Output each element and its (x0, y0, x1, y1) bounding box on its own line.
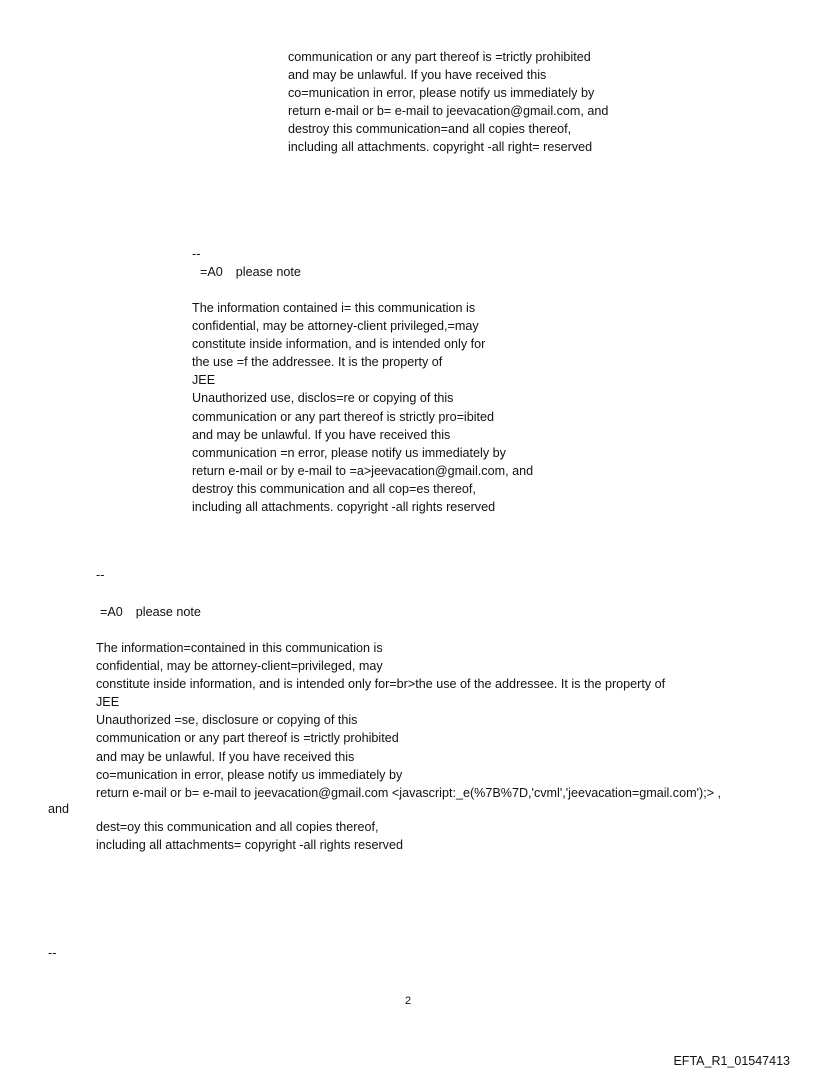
document-id: EFTA_R1_01547413 (673, 1054, 790, 1068)
disclaimer-block-3-end (96, 818, 403, 854)
text-line: constitute inside information, and is intended only for (192, 337, 486, 352)
separator-2: -- (192, 247, 201, 261)
text-line: destroy this communication and all cop=es thereof, (192, 481, 476, 496)
text-line: JEE (96, 695, 120, 710)
disclaimer-block-1 (288, 48, 608, 157)
text-line: The information=contained in this communication is (96, 641, 383, 655)
text-line: The information contained i= this communication is (192, 301, 476, 315)
disclaimer-block-3 (96, 639, 721, 802)
text-line: JEE (192, 373, 216, 388)
text-line: co=munication in error, please notify us immediately by (96, 767, 403, 782)
disclaimer-block-2 (192, 299, 533, 516)
text-line: communication =n error, please notify us immediately by (192, 445, 506, 460)
text-line: co=munication in error, please notify us immediately by (288, 86, 595, 101)
note-heading-2 (200, 263, 301, 281)
text-line: Unauthorized use, disclos=re or copying of this (192, 391, 454, 406)
text-line: return e-mail or b= e-mail to jeevacation@gmail.com, and (288, 104, 609, 119)
wrapped-word: and (48, 802, 70, 816)
text-line: return e-mail or b= e-mail to jeevacation@gmail.com <javascript:_e(%7B%7D,'cvml','jeevacation=gmail.com');> , (96, 785, 722, 800)
text-line: and may be unlawful. If you have received this (96, 749, 355, 764)
text-line: confidential, may be attorney-client privileged,=may (192, 319, 479, 334)
text-line: dest=oy this communication and all copies thereof, (96, 820, 379, 834)
text-line: including all attachments= copyright -all rights reserved (96, 838, 403, 853)
text-line: including all attachments. copyright -all right= reserved (288, 140, 593, 155)
text-line: communication or any part thereof is =trictly prohibited (96, 731, 399, 746)
text-line: including all attachments. copyright -all rights reserved (192, 500, 496, 515)
text-line: confidential, may be attorney-client=privileged, may (96, 659, 383, 674)
note-prefix: =A0 (200, 265, 223, 279)
text-line: communication or any part thereof is =trictly prohibited (288, 50, 591, 64)
text-line: and may be unlawful. If you have received this (192, 427, 451, 442)
text-line: constitute inside information, and is intended only for=br>the use of the addressee. It is the property of (96, 677, 666, 692)
page-number: 2 (404, 995, 412, 1007)
text-line: and may be unlawful. If you have received this (288, 68, 547, 83)
text-line: communication or any part thereof is strictly pro=ibited (192, 409, 495, 424)
text-line: destroy this communication=and all copies thereof, (288, 122, 572, 137)
note-prefix: =A0 (100, 605, 123, 619)
note-label: please note (235, 265, 301, 279)
text-line: the use =f the addressee. It is the property of (192, 355, 443, 370)
note-heading-3 (100, 603, 201, 621)
text-line: Unauthorized =se, disclosure or copying of this (96, 713, 358, 728)
text-line: return e-mail or by e-mail to =a>jeevacation@gmail.com, and (192, 463, 534, 478)
separator-3: -- (96, 568, 105, 582)
separator-footer: -- (48, 946, 57, 960)
note-label: please note (135, 605, 201, 619)
